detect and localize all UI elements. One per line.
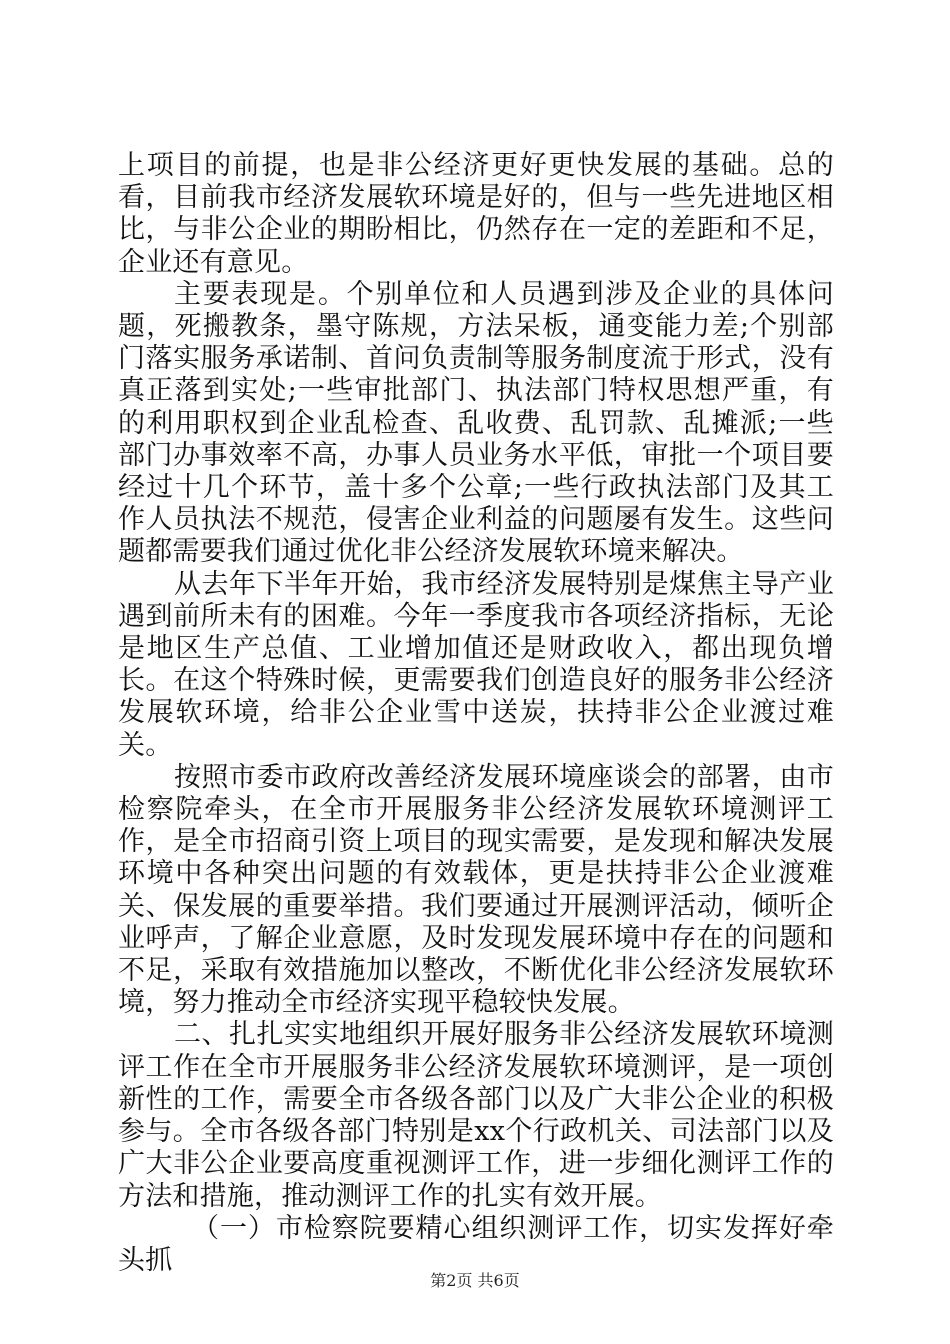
document-body	[118, 150, 834, 1277]
paragraph-6: （一）市检察院要精心组织测评工作，切实发挥好牵头抓	[118, 1212, 834, 1276]
paragraph-2: 主要表现是。个别单位和人员遇到涉及企业的具体问题，死搬教条，墨守陈规，方法呆板，通变能力差;个别部门落实服务承诺制、首问负责制等服务制度流于形式，没有真正落到实处;一些审批部门、执法部门特权思想严重，有的利用职权到企业乱检查、乱收费、乱罚款、乱摊派;一些部门办事效率不高，办事人员业务水平低，审批一个项目要经过十几个环节，盖十多个公章;一些行政执法部门及其工作人员执法不规范，侵害企业利益的问题屡有发生。这些问题都需要我们通过优化非公经济发展软环境来解决。	[118, 278, 834, 568]
paragraph-5: 二、扎扎实实地组织开展好服务非公经济发展软环境测评工作在全市开展服务非公经济发展软环境测评，是一项创新性的工作，需要全市各级各部门以及广大非公企业的积极参与。全市各级各部门特别是xx个行政机关、司法部门以及广大非公企业要高度重视测评工作，进一步细化测评工作的方法和措施，推动测评工作的扎实有效开展。	[118, 1019, 834, 1212]
paragraph-1: 上项目的前提，也是非公经济更好更快发展的基础。总的看，目前我市经济发展软环境是好的，但与一些先进地区相比，与非公企业的期盼相比，仍然存在一定的差距和不足，企业还有意见。	[118, 150, 834, 278]
page-footer: 第2页 共6页	[430, 1271, 520, 1290]
paragraph-3: 从去年下半年开始，我市经济发展特别是煤焦主导产业遇到前所未有的困难。今年一季度我市各项经济指标，无论是地区生产总值、工业增加值还是财政收入，都出现负增长。在这个特殊时候，更需要我们创造良好的服务非公经济发展软环境，给非公企业雪中送炭，扶持非公企业渡过难关。	[118, 568, 834, 761]
paragraph-4: 按照市委市政府改善经济发展环境座谈会的部署，由市检察院牵头，在全市开展服务非公经济发展软环境测评工作，是全市招商引资上项目的现实需要，是发现和解决发展环境中各种突出问题的有效载体，更是扶持非公企业渡难关、保发展的重要举措。我们要通过开展测评活动，倾听企业呼声，了解企业意愿，及时发现发展环境中存在的问题和不足，采取有效措施加以整改，不断优化非公经济发展软环境，努力推动全市经济实现平稳较快发展。	[118, 761, 834, 1019]
